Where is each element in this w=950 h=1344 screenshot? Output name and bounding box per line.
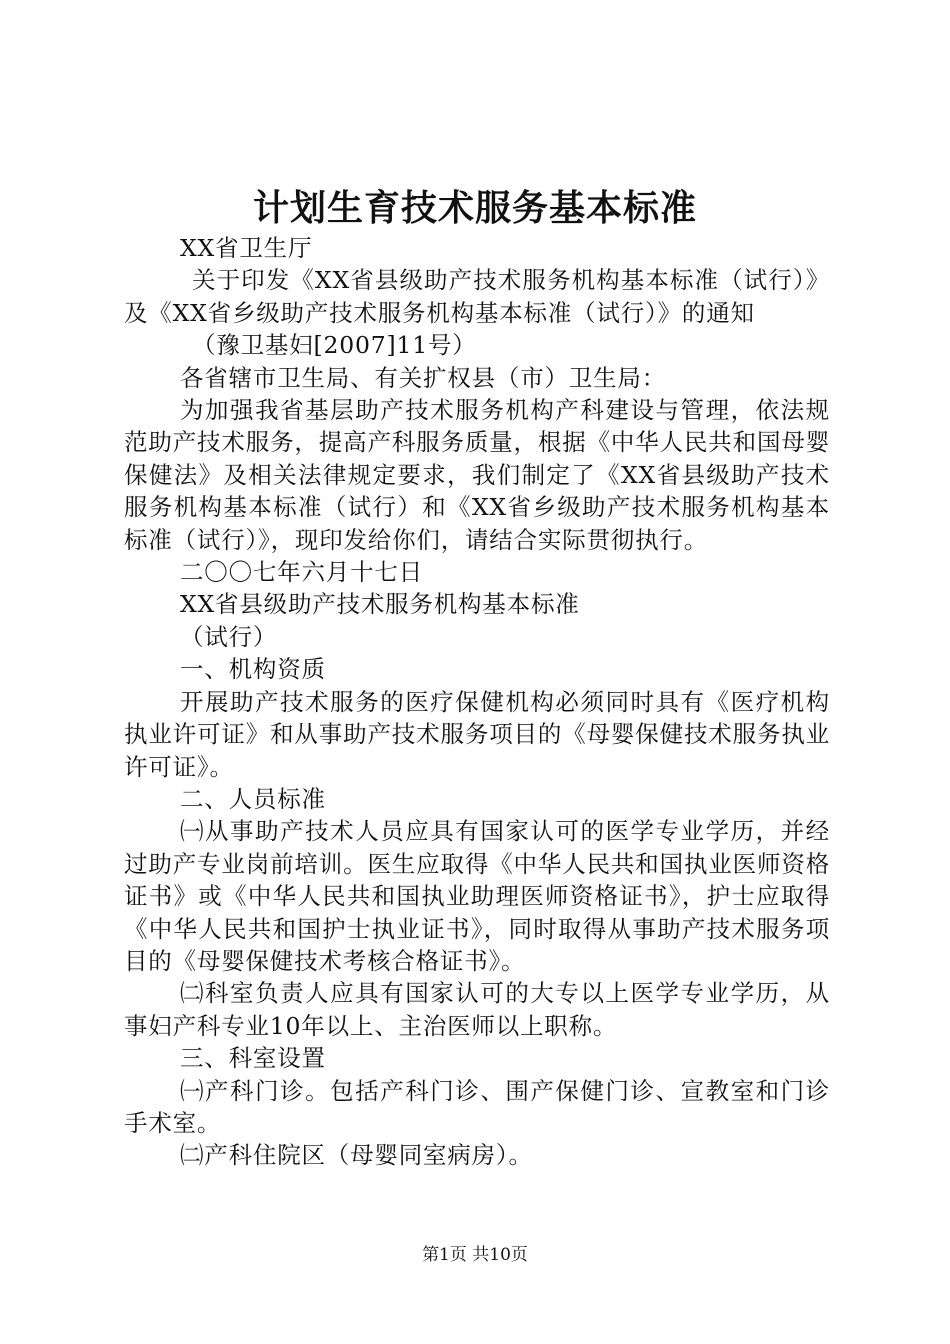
department-item-1: ㈠产科门诊。包括产科门诊、围产保健门诊、宣教室和门诊手术室。 [124, 1076, 830, 1137]
standard-title: XX省县级助产技术服务机构基本标准 [180, 590, 580, 619]
staff-item-2: ㈡科室负责人应具有国家认可的大专以上医学专业学历，从事妇产科专业10年以上、主治医师以上职称。 [124, 979, 830, 1040]
issue-date: 二〇〇七年六月十七日 [180, 558, 423, 587]
document-title: 计划生育技术服务基本标准 [252, 188, 697, 229]
section-heading-qualification: 一、机构资质 [180, 655, 326, 684]
standard-trial-note: （试行） [180, 622, 278, 651]
notice-body-paragraph: 为加强我省基层助产技术服务机构产科建设与管理，依法规范助产技术服务，提高产科服务质量，根据《中华人民共和国母婴保健法》及相关法律规定要求，我们制定了《XX省县级助产技术服务机构基本标准（试行）和《XX省乡级助产技术服务机构基本标准（试行）》，现印发给你们，请结合实际贯彻执行。 [124, 396, 830, 554]
department-item-2: ㈡产科住院区（母婴同室病房）。 [180, 1141, 533, 1170]
document-body [124, 232, 830, 1172]
section-heading-departments: 三、科室设置 [180, 1044, 326, 1073]
addressee-line: 各省辖市卫生局、有关扩权县（市）卫生局： [180, 363, 666, 392]
document-number: （豫卫基妇[2007]11号） [192, 331, 477, 360]
page-number-footer: 第1页 共10页 [422, 1245, 528, 1265]
section-heading-staff: 二、人员标准 [180, 784, 326, 813]
qualification-paragraph: 开展助产技术服务的医疗保健机构必须同时具有《医疗机构执业许可证》和从事助产技术服务项目的《母婴保健技术服务执业许可证》。 [124, 687, 830, 781]
issuer-line: XX省卫生厅 [180, 234, 313, 262]
staff-item-1: ㈠从事助产技术人员应具有国家认可的医学专业学历，并经过助产专业岗前培训。医生应取得《中华人民共和国执业医师资格证书》或《中华人民共和国执业助理医师资格证书》，护士应取得《中华人民共和国护士执业证书》，同时取得从事助产技术服务项目的《母婴保健技术考核合格证书》。 [124, 817, 830, 975]
notice-heading: 关于印发《XX省县级助产技术服务机构基本标准（试行）》及《XX省乡级助产技术服务机构基本标准（试行）》的通知 [124, 266, 830, 327]
